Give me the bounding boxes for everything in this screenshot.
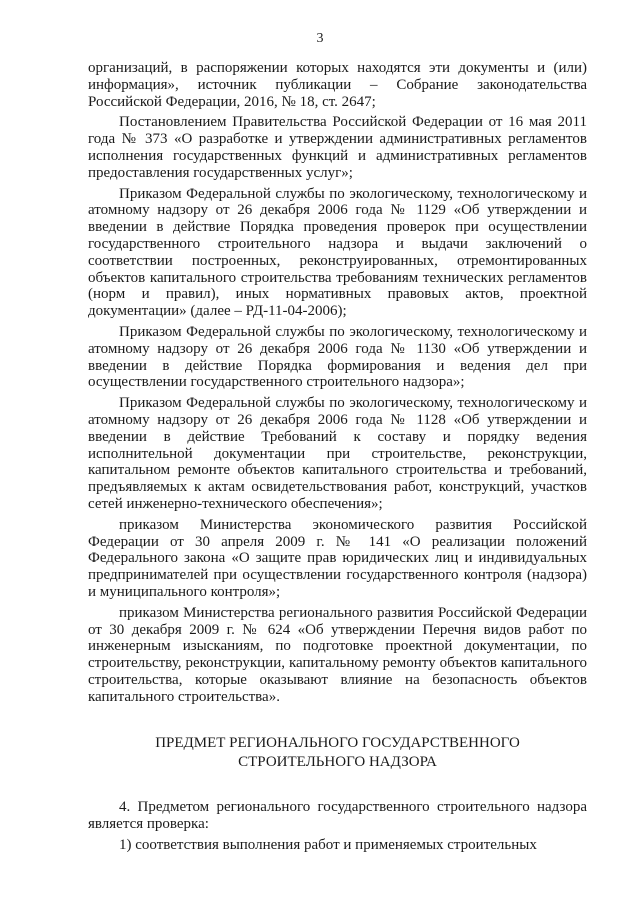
section-heading-line-2: СТРОИТЕЛЬНОГО НАДЗОРА — [238, 754, 437, 771]
section-heading — [88, 734, 587, 772]
section-heading-line-1: ПРЕДМЕТ РЕГИОНАЛЬНОГО ГОСУДАРСТВЕННОГО — [155, 735, 520, 752]
paragraph: приказом Министерства экономического развития Российской Федерации от 30 апреля 2009 г. № 141 «О реализации положений Федерального закона «О защите прав юридических лиц и индивидуальных предпринимателей при осуществлении государственного контроля (надзора) и муниципального контроля»; — [88, 516, 587, 600]
subject-of-supervision — [88, 799, 587, 853]
paragraph: Приказом Федеральной службы по экологическому, технологическому и атомному надзору от 26 декабря 2006 года № 1128 «Об утверждении и введении в действие Требований к составу и порядку ведения исполнительной документации при строительстве, реконструкции, капитальном ремонте объектов капитального строительства и требований, предъявляемых к актам освидетельствования работ, конструкций, участков сетей инженерно-технического обеспечения»; — [88, 395, 587, 512]
paragraph: организаций, в распоряжении которых находятся эти документы и (или) информация», источник публикации – Собрание законодательства Российской Федерации, 2016, № 18, ст. 2647; — [88, 60, 587, 110]
paragraph: Постановлением Правительства Российской Федерации от 16 мая 2011 года № 373 «О разработке и утверждении административных регламентов исполнения государственных функций и административных регламентов предоставления государственных услуг»; — [88, 114, 587, 181]
paragraph: Приказом Федеральной службы по экологическому, технологическому и атомному надзору от 26 декабря 2006 года № 1129 «Об утверждении и введении в действие Порядка проведения проверок при осуществлении государственного строительного надзора и выдачи заключений о соответствии построенных, реконструированных, отремонтированных объектов капитального строительства требованиям технических регламентов (норм и правил), иных нормативных правовых актов, проектной документации» (далее – РД-11-04-2006); — [88, 185, 587, 320]
paragraph: 4. Предметом регионального государственного строительного надзора является проверка: — [88, 799, 587, 833]
page-number: 3 — [316, 31, 324, 46]
paragraph: 1) соответствия выполнения работ и применяемых строительных — [119, 837, 537, 854]
paragraph: Приказом Федеральной службы по экологическому, технологическому и атомному надзору от 26 декабря 2006 года № 1130 «Об утверждении и введении в действие Порядка формирования и ведения дел при осуществлении государственного строительного надзора»; — [88, 323, 587, 391]
document-body — [88, 60, 587, 854]
legal-basis-list — [88, 60, 587, 705]
paragraph: приказом Министерства регионального развития Российской Федерации от 30 декабря 2009 г. № 624 «Об утверждении Перечня видов работ по инженерным изысканиям, по подготовке проектной документации, по строительству, реконструкции, капитальному ремонту объектов капитального строительства, которые оказывают влияние на безопасность объектов капитального строительства». — [88, 604, 587, 705]
